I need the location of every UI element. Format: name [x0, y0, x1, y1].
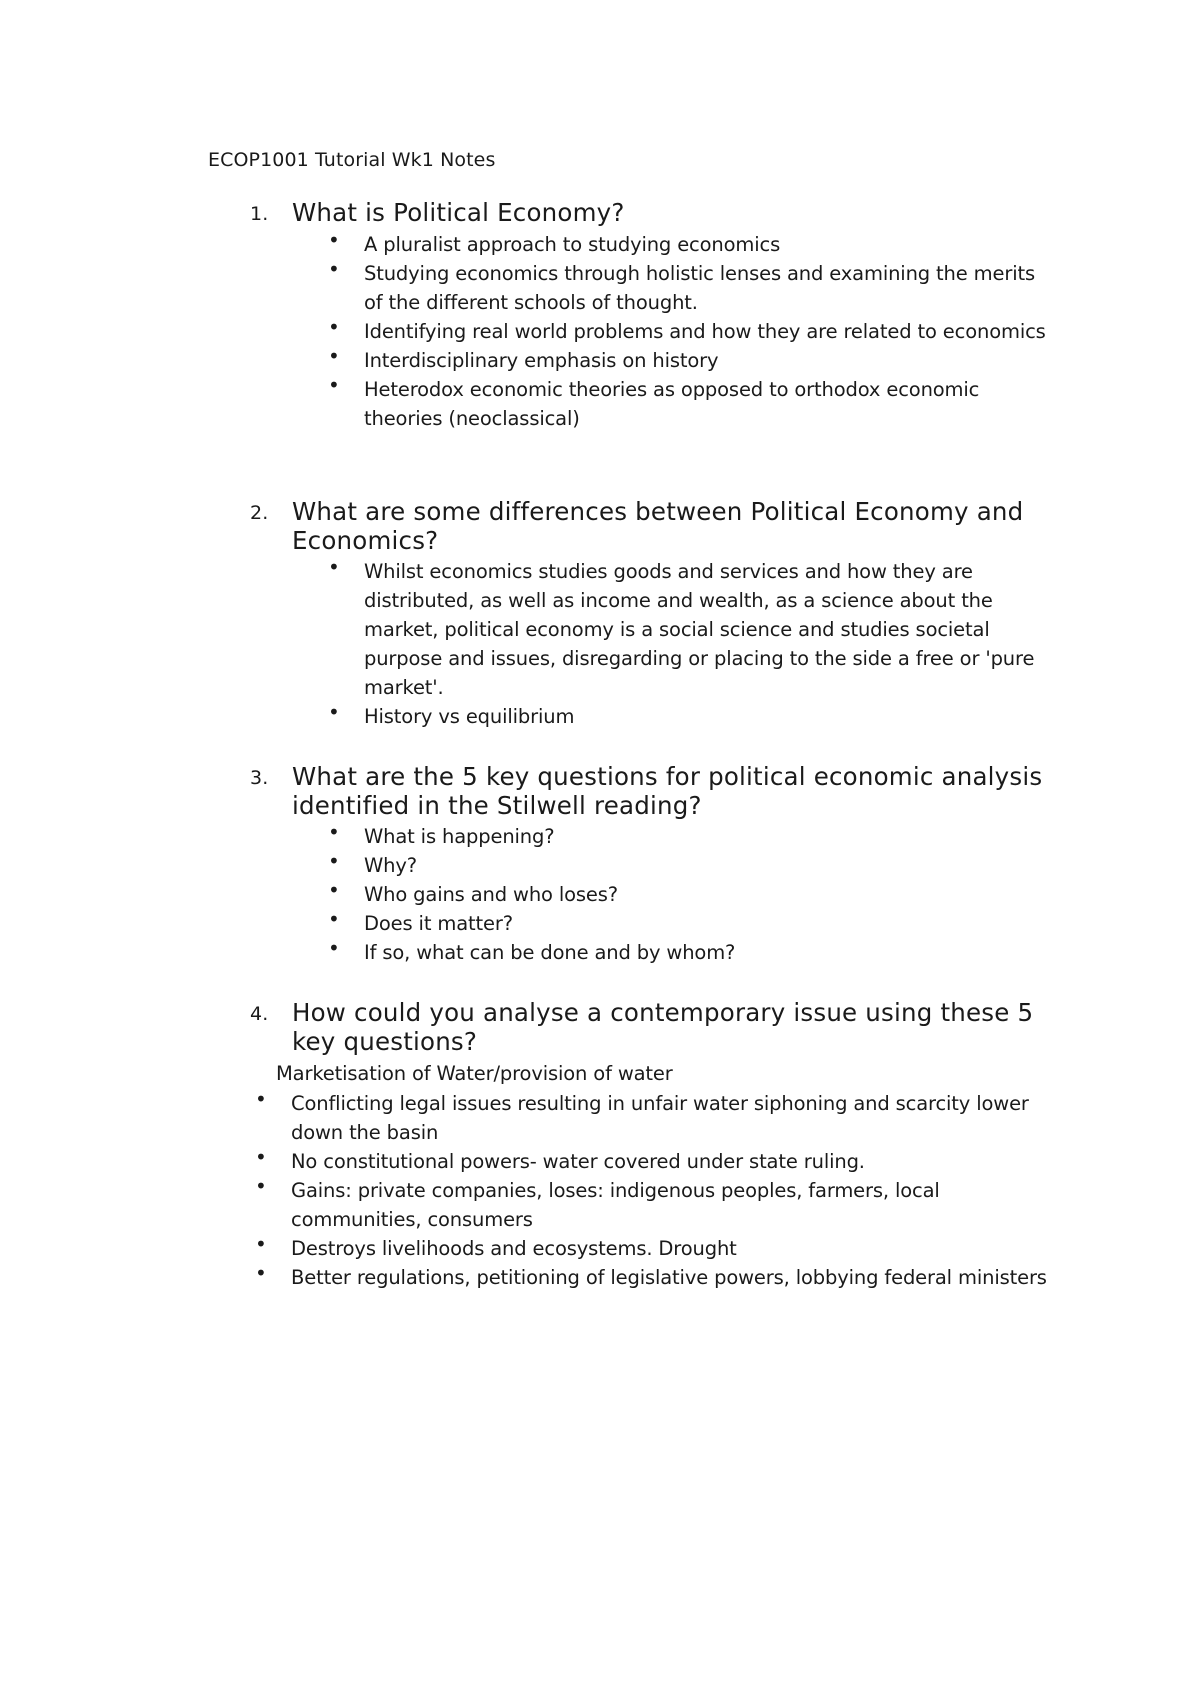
- list-item: • History vs equilibrium: [328, 700, 575, 728]
- list-item: • Does it matter?: [328, 907, 513, 935]
- question-1: [250, 198, 1050, 227]
- list-item: • Studying economics through holistic lenses and examining the merits of the different schools of thought.: [328, 257, 1035, 314]
- question-3: [250, 762, 1050, 820]
- bullet-icon: •: [328, 555, 340, 579]
- question-2: [250, 497, 1050, 555]
- bullet-icon: •: [328, 820, 340, 844]
- answer-list-2: [328, 557, 1058, 731]
- section-subheading: Marketisation of Water/provision of water: [276, 1062, 673, 1085]
- bullet-icon: •: [255, 1087, 267, 1111]
- bullet-icon: •: [328, 257, 340, 281]
- bullet-icon: •: [255, 1232, 267, 1256]
- bullet-icon: •: [328, 228, 340, 252]
- bullet-icon: •: [328, 700, 340, 724]
- question-number: 2.: [250, 502, 269, 524]
- list-item: • What is happening?: [328, 820, 555, 848]
- bullet-icon: •: [255, 1261, 267, 1285]
- list-item: • Why?: [328, 849, 417, 877]
- document-title: ECOP1001 Tutorial Wk1 Notes: [208, 149, 496, 171]
- bullet-icon: •: [328, 849, 340, 873]
- answer-list-1: [328, 230, 1058, 433]
- bullet-icon: •: [255, 1174, 267, 1198]
- list-item: • Heterodox economic theories as opposed to orthodox economic theories (neoclassical): [328, 373, 980, 430]
- list-item: • If so, what can be done and by whom?: [328, 936, 736, 964]
- bullet-icon: •: [328, 373, 340, 397]
- list-item: • No constitutional powers- water covered under state ruling.: [255, 1145, 865, 1173]
- list-item: • Whilst economics studies goods and services and how they are distributed, as well as income and wealth, as a science about the market, political economy is a social science and studies societal purpose and issues, disregarding or placing to the side a free or 'pure market'.: [328, 555, 1035, 699]
- list-item: • Gains: private companies, loses: indigenous peoples, farmers, local communities, consumers: [255, 1174, 940, 1231]
- bullet-icon: •: [328, 344, 340, 368]
- list-item: • A pluralist approach to studying economics: [328, 228, 781, 256]
- list-item: • Better regulations, petitioning of legislative powers, lobbying federal ministers: [255, 1261, 1047, 1289]
- list-item: • Destroys livelihoods and ecosystems. Drought: [255, 1232, 737, 1260]
- question-number: 4.: [250, 1003, 269, 1025]
- answer-list-3: [328, 822, 1058, 967]
- bullet-icon: •: [328, 936, 340, 960]
- list-item: • Identifying real world problems and how they are related to economics: [328, 315, 1046, 343]
- bullet-icon: •: [328, 907, 340, 931]
- bullet-icon: •: [255, 1145, 267, 1169]
- question-number: 1.: [250, 203, 269, 225]
- question-text: What is Political Economy?: [292, 198, 625, 227]
- question-4: [250, 998, 1050, 1056]
- list-item: • Conflicting legal issues resulting in unfair water siphoning and scarcity lower down the basin: [255, 1087, 1029, 1144]
- question-text: What are the 5 key questions for political economic analysis identified in the Stilwell reading?: [292, 762, 1043, 820]
- bullet-icon: •: [328, 315, 340, 339]
- answer-list-4: [255, 1089, 1055, 1292]
- question-text: What are some differences between Political Economy and Economics?: [292, 497, 1024, 555]
- bullet-icon: •: [328, 878, 340, 902]
- list-item: • Interdisciplinary emphasis on history: [328, 344, 719, 372]
- question-number: 3.: [250, 767, 269, 789]
- question-text: How could you analyse a contemporary issue using these 5 key questions?: [292, 998, 1034, 1056]
- list-item: • Who gains and who loses?: [328, 878, 618, 906]
